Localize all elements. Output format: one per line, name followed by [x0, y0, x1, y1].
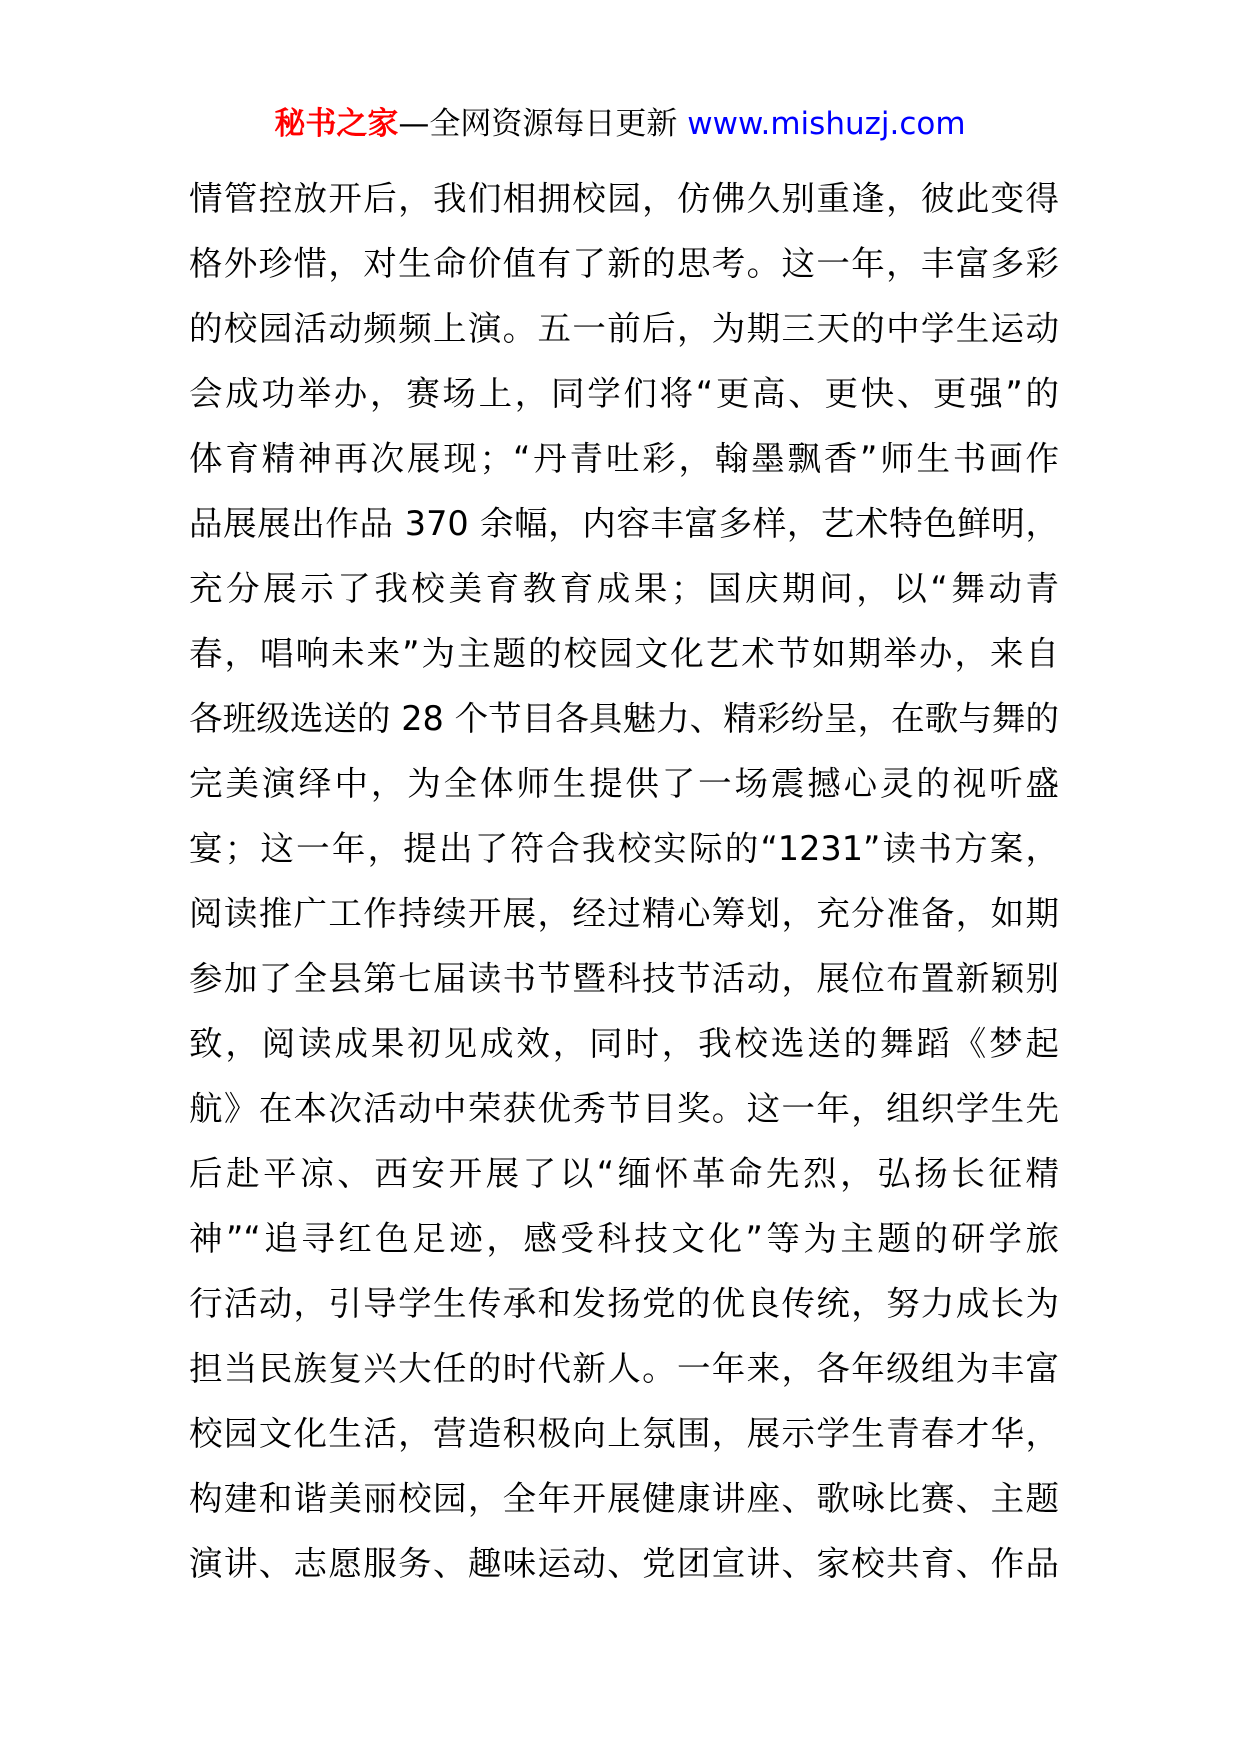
text-line: 完美演绎中，为全体师生提供了一场震撼心灵的视听盛 — [189, 764, 1059, 803]
text-line: 充分展示了我校美育教育成果；国庆期间，以“舞动青 — [189, 569, 1059, 608]
text-line: 后赴平凉、西安开展了以“缅怀革命先烈，弘扬长征精 — [189, 1154, 1059, 1193]
text-line: 会成功举办，赛场上，同学们将“更高、更快、更强”的 — [189, 374, 1059, 413]
text-line: 情管控放开后，我们相拥校园，仿佛久别重逢，彼此变得 — [189, 179, 1059, 218]
text-line: 格外珍惜，对生命价值有了新的思考。这一年，丰富多彩 — [189, 244, 1059, 283]
text-line: 参加了全县第七届读书节暨科技节活动，展位布置新颖别 — [189, 959, 1059, 998]
text-line: 的校园活动频频上演。五一前后，为期三天的中学生运动 — [189, 309, 1059, 348]
body-paragraph — [189, 166, 1059, 1596]
text-line: 航》在本次活动中荣获优秀节目奖。这一年，组织学生先 — [189, 1089, 1059, 1128]
text-line: 宴；这一年，提出了符合我校实际的“1231”读书方案， — [189, 829, 1059, 868]
text-line: 神”“追寻红色足迹，感受科技文化”等为主题的研学旅 — [189, 1219, 1059, 1258]
text-line: 校园文化生活，营造积极向上氛围，展示学生青春才华， — [189, 1414, 1059, 1453]
text-line: 阅读推广工作持续开展，经过精心筹划，充分准备，如期 — [189, 894, 1059, 933]
text-line: 担当民族复兴大任的时代新人。一年来，各年级组为丰富 — [189, 1349, 1059, 1388]
text-line: 各班级选送的 28 个节目各具魅力、精彩纷呈，在歌与舞的 — [189, 699, 1059, 738]
text-line: 品展展出作品 370 余幅，内容丰富多样，艺术特色鲜明， — [189, 504, 1059, 543]
text-line: 演讲、志愿服务、趣味运动、党团宣讲、家校共育、作品 — [189, 1544, 1059, 1583]
header-tagline: —全网资源每日更新 — [398, 106, 678, 142]
text-line: 行活动，引导学生传承和发扬党的优良传统，努力成长为 — [189, 1284, 1059, 1323]
text-line: 致，阅读成果初见成效，同时，我校选送的舞蹈《梦起 — [189, 1024, 1059, 1063]
text-line: 构建和谐美丽校园，全年开展健康讲座、歌咏比赛、主题 — [189, 1479, 1059, 1518]
text-line: 体育精神再次展现；“丹青吐彩，翰墨飘香”师生书画作 — [189, 439, 1059, 478]
header-brand: 秘书之家 — [274, 106, 399, 142]
text-line: 春，唱响未来”为主题的校园文化艺术节如期举办，来自 — [189, 634, 1059, 673]
header-url-link[interactable]: www.mishuzj.com — [687, 106, 966, 142]
page-header — [0, 102, 1240, 146]
